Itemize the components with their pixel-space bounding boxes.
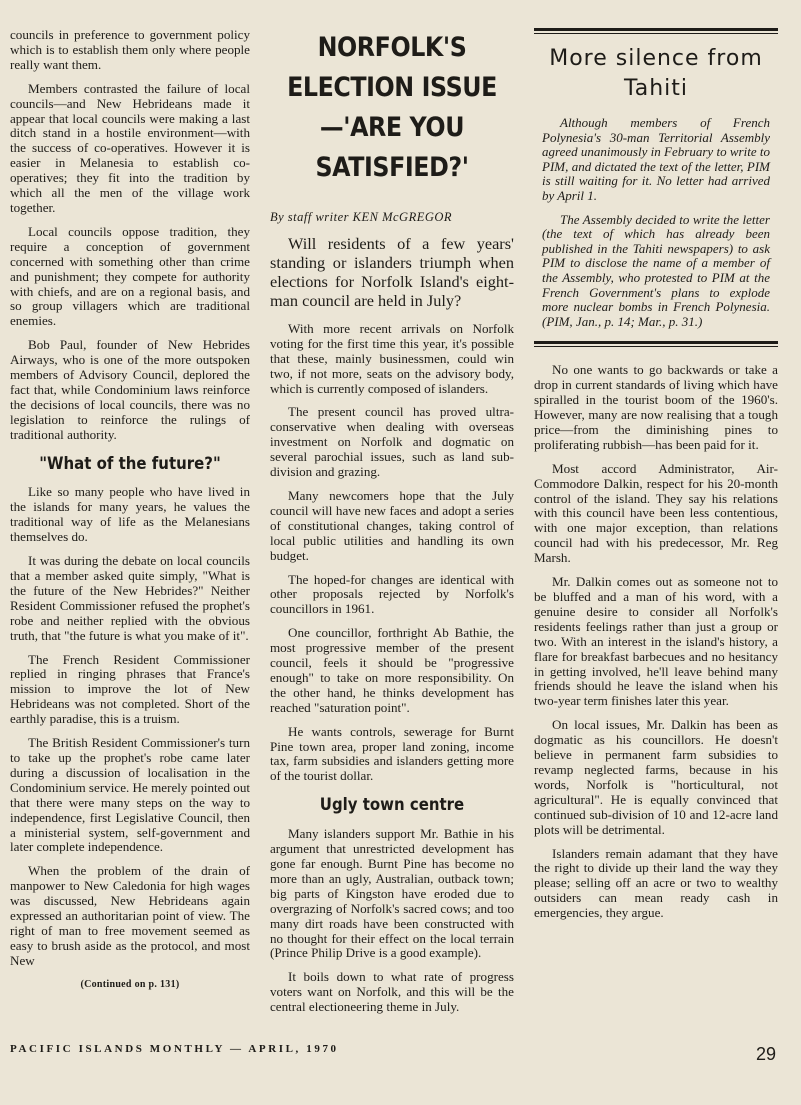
paragraph: Members contrasted the failure of local councils—and New Hebrideans made it appear that local councils were making a last ditch stand in a hostile environment—with the success of co-operatives. However it is easier in Melanesia to establish co-operatives; they fit into the tradition by which all the men of the village work together. bbox=[10, 80, 250, 215]
subhead-ugly-town: Ugly town centre bbox=[319, 795, 465, 816]
paragraph: The British Resident Commissioner's turn to take up the prophet's robe came later during a discussion of localisation in the Condominium service. He merely pointed out that there were many steps on the way to independence, first Legislative Council, then a ministerial system, self-government and later complete independence. bbox=[10, 735, 251, 855]
paragraph: The present council has proved ultra-conservative when dealing with overseas investment on Norfolk and dogmatic on several parochial issues, such as land sub-division and grazing. bbox=[270, 404, 514, 480]
paragraph: Like so many people who have lived in the islands for many years, he values the traditional way of life as the Melanesians themselves do. bbox=[10, 484, 250, 545]
continued-note: (Continued on p. 131) bbox=[80, 978, 180, 990]
page-number: 29 bbox=[756, 1044, 777, 1064]
column-right bbox=[534, 28, 778, 930]
paragraph: Bob Paul, founder of New Hebrides Airways, who is one of the more outspoken members of Advisory Council, deplored the fact that, while Condominium laws reinforce the decisions of local councils, there was no legislation to reinforce the rulings of traditional authority. bbox=[10, 337, 250, 442]
paragraph: No one wants to go backwards or take a drop in current standards of living which have spiralled in the tourist boom of the 1960's. However, many are now realising that a tough price—from the diminishing pines to proliferating rubbish—has been paid for it. bbox=[534, 362, 778, 452]
paragraph: He wants controls, sewerage for Burnt Pine town area, proper land zoning, income tax, farm subsidies and islanders getting more of the tourist dollar. bbox=[270, 723, 514, 784]
paragraph: Most accord Administrator, Air-Commodore Dalkin, respect for his 20-month control of the island. They say his relations with this council have been less contentious, with one major exception, than relations council had with his predecessor, Mr. Reg Marsh. bbox=[534, 460, 778, 566]
paragraph: The hoped-for changes are identical with other proposals rejected by Norfolk's councillors in 1961. bbox=[270, 571, 514, 617]
paragraph: Many newcomers hope that the July council will have new faces and adopt a series of constitutional changes, taking control of local public utilities and handling its own budget. bbox=[270, 487, 514, 563]
byline: By staff writer KEN McGREGOR bbox=[270, 210, 453, 224]
page-footer: PACIFIC ISLANDS MONTHLY — APRIL, 1970 bbox=[10, 1043, 339, 1055]
paragraph: Mr. Dalkin comes out as someone not to be bluffed and a man of his word, with a genuine desire to consider all Norfolk's residents feelings rather than just a group or two. With an interest in the island's history, a flare for breakfast barbecues and no hesitancy in getting involved, he'll leave behind many friends should he leave the island when his two-year term finishes later this year. bbox=[534, 574, 778, 709]
box-paragraph: Although members of French Polynesia's 30-man Territorial Assembly agreed unanimously in February to write to PIM, and dictated the text of the letter, PIM is still waiting for it. No letter had arrived by April 1. bbox=[542, 115, 770, 203]
paragraph: It was during the debate on local councils that a member asked quite simply, "What is the future of the New Hebrides?" Neither Resident Commissioner refused the prophet's robe and neither replied with the obvious truth, that "the future is what you make of it". bbox=[10, 553, 250, 643]
paragraph: Local councils oppose tradition, they require a conception of government concerned with something other than crime and punishment; they compete for authority with chiefs, and are on a regional basis, and so group villagers which are traditional enemies. bbox=[10, 223, 250, 329]
article-headline: NORFOLK'S ELECTION ISSUE—'ARE YOU SATISFIED?' bbox=[287, 32, 497, 183]
sidebar-box bbox=[534, 116, 778, 329]
sidebar-box-title: More silence from Tahiti bbox=[549, 46, 763, 101]
paragraph: It boils down to what rate of progress voters want on Norfolk, and this will be the central electioneering theme in July. bbox=[270, 969, 514, 1015]
subhead-future: "What of the future?" bbox=[39, 453, 221, 474]
box-rule-bottom bbox=[534, 341, 778, 347]
paragraph: One councillor, forthright Ab Bathie, the most progressive member of the present council, feels it should be "progressive enough" to take on more responsibility. On the other hand, he thinks development has reached "saturation point". bbox=[270, 625, 514, 715]
paragraph: The French Resident Commissioner replied in ringing phrases that France's mission to improve the lot of New Hebrideans was not completed. Short of the earthly paradise, this is a truism. bbox=[10, 651, 250, 727]
column-middle bbox=[270, 28, 514, 1024]
column-left bbox=[10, 28, 250, 993]
paragraph: councils in preference to government policy which is to establish them only where people really want them. bbox=[10, 27, 250, 72]
paragraph: On local issues, Mr. Dalkin has been as dogmatic as his councillors. He doesn't believe in permanent farm subsidies to revamp neglected farms, because in his words, Norfolk is "horticultural, not agricultural". He is equally convinced that continued sub-division of 10 and 12-acre land plots will be detrimental. bbox=[534, 717, 778, 837]
box-rule-top bbox=[534, 28, 778, 34]
paragraph: Many islanders support Mr. Bathie in his argument that unrestricted development has gone far enough. Burnt Pine has become no more than an ugly, Australian, outback town; big parts of Kingston have eroded due to overgrazing of Norfolk's sacred cows; and too many dirt roads have been constructed with no thought for their effect on the local terrain (Prince Philip Drive is a good example). bbox=[270, 826, 514, 961]
paragraph: With more recent arrivals on Norfolk voting for the first time this year, it's possible that these, mainly businessmen, could win two, if not more, seats on the advisory body, which is currently composed of islanders. bbox=[270, 320, 514, 396]
paragraph: Islanders remain adamant that they have the right to divide up their land the way they please; selling off an acre or two to wealthy outsiders can mean ready cash in emergencies, they argue. bbox=[534, 845, 778, 921]
paragraph: When the problem of the drain of manpower to New Caledonia for high wages was discussed, New Hebrideans again expressed an authoritarian point of view. The right of man to free movement seemed as easy to brush aside as the protocol, and most New bbox=[10, 863, 250, 968]
article-lede: Will residents of a few years' standing or islanders triumph when elections for Norfolk Island's eight-man council are held in July? bbox=[270, 233, 514, 310]
box-paragraph: The Assembly decided to write the letter (the text of which has already been published in the Tahiti newspapers) to ask PIM to disclose the name of a member of the Assembly, who protested to PIM at the French Government's plans to explode more nuclear bombs in French Polynesia. (PIM, Jan., p. 14; Mar., p. 31.) bbox=[542, 211, 770, 329]
